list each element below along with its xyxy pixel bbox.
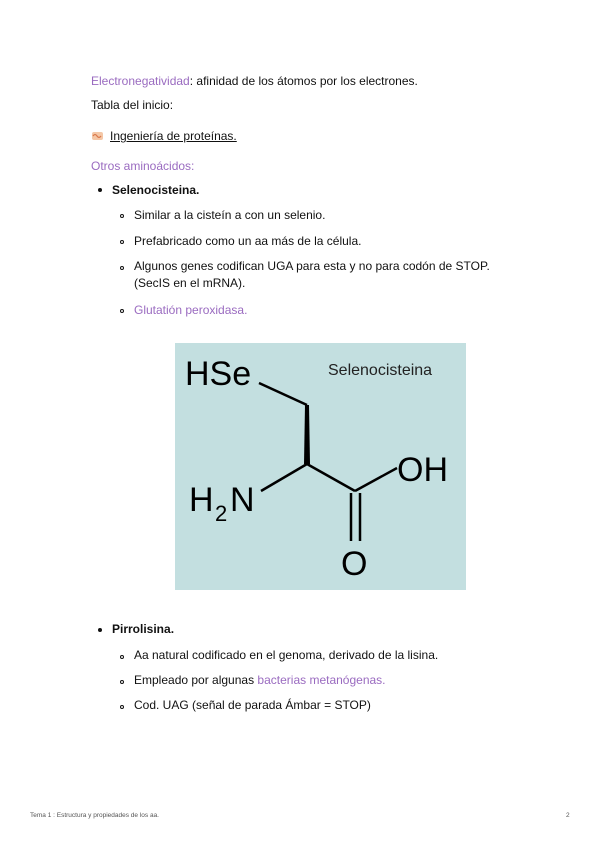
sub-bullet — [120, 240, 124, 244]
sub-bullet — [120, 705, 124, 709]
section-heading-otros-aminoacidos: Otros aminoácidos: — [91, 159, 195, 173]
footer-title: Tema 1 : Estructura y propiedades de los aa. — [30, 812, 159, 819]
list-item-line: Algunos genes codifican UGA para esta y no para codón de STOP. — [134, 259, 490, 273]
list-item — [134, 672, 386, 689]
linked-page-ingenieria[interactable] — [91, 129, 237, 143]
list-item: Cod. UAG (señal de parada Ámbar = STOP) — [134, 698, 371, 712]
electronegativity-definition: : afinidad de los átomos por los electrones. — [189, 74, 418, 88]
sub-bullet — [120, 680, 124, 684]
oh-label: OH — [397, 451, 448, 489]
sub-bullet — [120, 309, 124, 313]
hse-label: HSe — [185, 355, 252, 393]
list-item-text: Empleado por algunas — [134, 673, 258, 687]
list-item — [134, 258, 490, 292]
glutation-peroxidasa-link[interactable]: Glutatión peroxidasa. — [134, 303, 248, 317]
electronegativity-paragraph — [91, 74, 418, 88]
list-item: Aa natural codificado en el genoma, derivado de la lisina. — [134, 648, 439, 662]
list-item: Similar a la cisteín a con un selenio. — [134, 208, 326, 222]
bullet-dot — [98, 628, 102, 632]
linked-page-label: Ingeniería de proteínas. — [110, 129, 237, 143]
bullet-dot — [98, 188, 102, 192]
page-number: 2 — [566, 812, 570, 819]
list-item-line: (SecIS en el mRNA). — [134, 276, 246, 290]
amine-n-label: N — [230, 481, 255, 519]
bacterias-metanogenas-link[interactable]: bacterias metanógenas. — [257, 673, 386, 687]
sub-bullet — [120, 266, 124, 270]
table-reference-text: Tabla del inicio: — [91, 98, 174, 112]
carbonyl-o-label: O — [341, 545, 368, 583]
page-emoji-icon — [91, 130, 104, 140]
structure-caption: Selenocisteina — [328, 362, 433, 379]
selenocisteina-title: Selenocisteina. — [112, 183, 200, 197]
pirrolisina-title: Pirrolisina. — [112, 622, 175, 636]
selenocysteine-structure-image — [175, 343, 466, 590]
electronegativity-link[interactable]: Electronegatividad — [91, 74, 190, 88]
sub-bullet — [120, 655, 124, 659]
amine-subscript-2: 2 — [215, 501, 228, 526]
sub-bullet — [120, 214, 124, 218]
list-item: Prefabricado como un aa más de la célula. — [134, 234, 362, 248]
amine-h-label: H — [189, 481, 214, 519]
